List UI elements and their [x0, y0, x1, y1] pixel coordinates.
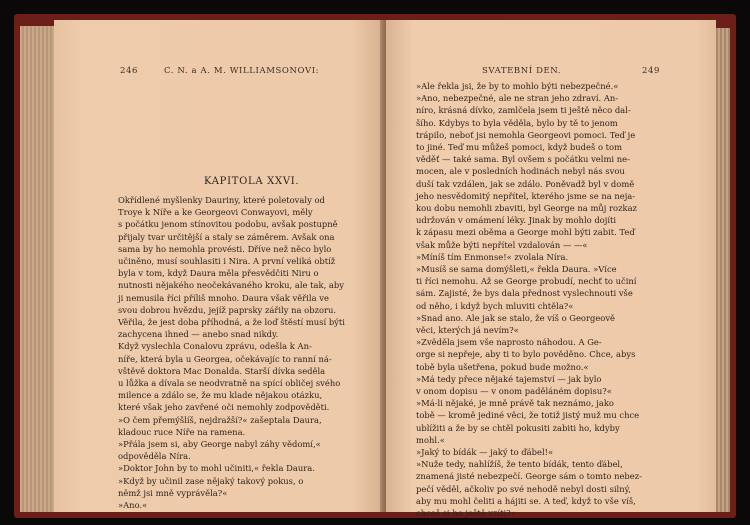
text-line: u lůžka a dívala se neodvratně na spící obličej svého: [118, 378, 341, 388]
text-line: chceš si ho ještě vzíti?«: [416, 508, 516, 518]
text-line: v onom dopisu — v onom paděláném dopisu?«: [416, 386, 612, 396]
text-line: »Ano, nebezpečné, ale ne stran jeho zdraví. An-: [416, 93, 619, 104]
text-line: níro, krásná dívko, zamlčela jsem ti ještě něco dal-: [416, 105, 631, 116]
text-line: tobě byla ušetřena, pokud bude možno.«: [416, 361, 589, 372]
text-line: nutnosti nějakého neočekávaného kroku, ale tak, aby: [118, 280, 344, 291]
text-line: kladouc ruce Níře na ramena.: [118, 426, 246, 437]
text-line: němž jsi mně vyprávěla?«: [118, 487, 228, 498]
text-line: věci, kterých já nevím?«: [416, 325, 519, 335]
text-line: »Nuže tedy, nahlížíš, že tento bídák, tento ďábel,: [416, 459, 623, 470]
text-line: ublížiti a že by se chtěl pokusiti zabiti ho, kdyby: [416, 422, 620, 433]
text-line: byla v tom, když Daura měla přesvědčiti Niru o: [118, 268, 319, 279]
text-line: odpověděla Níra.: [118, 451, 191, 462]
text-line: jeho nesvědomitý nepřítel, kterého jsme se na neja-: [416, 190, 636, 201]
text-line: aby mu mohl čeliti a hájiti se. A teď, když to vše víš,: [416, 495, 636, 506]
text-line: »Snad ano. Ale jak se stalo, že víš o Georgeově: [416, 312, 616, 323]
right-page: [386, 20, 716, 518]
text-line: ji nemusila říci příliš mnoho. Daura však věřila ve: [118, 292, 329, 303]
text-line: sama by ho nemohla provésti. Dříve než něco bylo: [118, 243, 332, 254]
text-line: šího. Kdybys to byla věděla, bylo by tě to jenom: [416, 117, 618, 128]
text-line: přijaly tvar určitější a staly se záměrem. Avšak ona: [118, 231, 335, 242]
text-line: »O čem přemýšlíš, nejdražší?« zašeptala Daura,: [118, 414, 322, 425]
text-line: kou dobu nemohli zbaviti, byl George na můj rozkaz: [416, 203, 637, 213]
text-line: zachycena ihned — anebo snad nikdy.: [118, 329, 279, 340]
right-running-head: SVATEBNÍ DEN.: [482, 66, 562, 76]
text-line: milence a zdálo se, že mu klade nějakou otázku,: [118, 390, 323, 401]
text-line: duší tak vzdálen, jak se zdálo. Poněvadž byl v domě: [416, 178, 635, 189]
text-line: k zápasu mezi oběma a George mohl býti zabit. Teď: [416, 227, 635, 238]
text-line: učiněno, musí souhlasiti i Nira. A první veliká obtíž: [118, 256, 336, 266]
text-line: svou dobrou hvězdu, jejíž paprsky zářily na obzoru.: [118, 304, 337, 315]
text-line: tobě — kromě jediné věci, že totiž jistý muž mu chce: [416, 410, 640, 421]
open-book: [14, 10, 736, 518]
text-line: udržován v omámení léky. Jinak by mohlo dojíti: [416, 215, 617, 226]
text-line: »Doktor John by to mohl učiniti,« řekla Daura.: [118, 463, 315, 474]
text-line: pečí věděl, ačkoliv po své nehodě nebyl dosti silný,: [416, 483, 631, 494]
text-line: »Jaký to bídák — jaký to ďábel!«: [416, 447, 554, 457]
text-line: vštěvě doktora Mac Donalda. Starší dívka seděla: [118, 365, 326, 376]
right-page-number: 249: [642, 66, 661, 76]
text-line: Troye k Níře a ke Georgeovi Conwayovi, měly: [118, 207, 313, 218]
text-line: trápilo, neboť jsi nemohla Georgeovi pomoci. Teď je: [416, 129, 636, 140]
text-line: »Když by učinil zase nějaký takový pokus, o: [118, 475, 304, 486]
left-page: [54, 20, 384, 512]
text-line: níře, která byla u Georgea, očekávajíc to ranní ná-: [118, 353, 332, 364]
text-line: »Ano.«: [118, 500, 148, 510]
left-running-head: C. N. a A. M. WILLIAMSONOVI:: [164, 66, 320, 76]
chapter-title: KAPITOLA XXVI.: [204, 176, 300, 187]
text-line: »Musíš se sama domýšleti,« řekla Daura. »Více: [416, 264, 617, 274]
text-line: »Míníš tím Enmonse!« zvolala Níra.: [416, 251, 569, 262]
text-line: ti říci nemohu. Až se George probudí, nechť to učiní: [416, 276, 637, 287]
text-line: od něho, i když bych mluviti chtěla?«: [416, 300, 574, 311]
text-line: s počátku jenom stínovitou podobu, avšak postupně: [118, 219, 338, 230]
text-line: mocen, ale v posledních hodinách nebyl nás svou: [416, 166, 625, 177]
left-page-number: 246: [120, 66, 139, 76]
text-line: »Má tedy přece nějaké tajemství — jak bylo: [416, 373, 602, 384]
text-line: sám. Zajisté, že bys dala přednost vyslechnouti vše: [416, 288, 633, 299]
text-line: »Má-li nějaké, je mně právě tak neznámo, jako: [416, 398, 614, 409]
text-line: »Zvěděla jsem vše naprosto náhodou. A Ge-: [416, 337, 602, 348]
text-line: věděť — také sama. Byl ovšem s počátku velmi ne-: [416, 154, 630, 165]
text-line: Když vyslechla Conalovu zprávu, odešla k An-: [118, 341, 312, 352]
text-line: mohl.«: [416, 434, 445, 445]
text-line: však může býti nepřítel vzdalován — —«: [416, 239, 588, 250]
text-line: Věřila, že jest doba příhodná, a že loď štěstí musí býti: [118, 317, 345, 327]
text-line: které však jeho zavřené oči nemohly zodpověděti.: [118, 402, 330, 413]
text-line: znamená jisté nebezpečí. George sám o tomto nebez-: [416, 471, 642, 482]
right-page-edges: [714, 28, 730, 512]
text-line: Okřídlené myšlenky Dauriny, které poletovaly od: [118, 195, 325, 205]
text-line: »Ale řekla jsi, že by to mohlo býti nebezpečné.«: [416, 81, 619, 91]
text-line: to jiné. Teď mu můžeš pomoci, když budeš o tom: [416, 142, 623, 152]
text-line: »Přála jsem si, aby George nabyl záhy vědomí,«: [118, 439, 321, 449]
text-line: orge si nepřeje, aby ti to bylo pověděno. Chce, abys: [416, 349, 636, 360]
